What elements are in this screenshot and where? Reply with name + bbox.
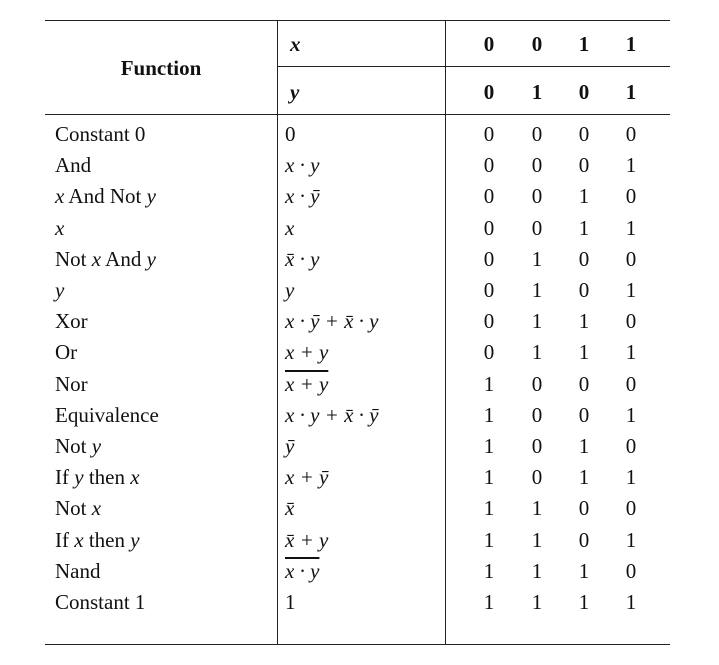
function-name: And — [55, 153, 92, 178]
output-bit: 1 — [531, 496, 543, 521]
header-y-bit: 0 — [578, 80, 590, 104]
function-name: Constant 0 — [55, 122, 146, 146]
header-y-bit: 1 — [531, 80, 543, 104]
function-name: If x then y — [55, 527, 140, 552]
function-expression: 0 — [285, 122, 296, 146]
truth-table — [45, 20, 670, 645]
output-bit: 0 — [483, 246, 495, 271]
output-bit: 0 — [531, 184, 543, 209]
function-expression: 1 — [285, 590, 296, 614]
function-name: y — [55, 278, 65, 302]
function-expression: x · ȳ + x̄ · y — [285, 309, 379, 334]
output-bit: 1 — [578, 590, 590, 614]
table-row — [45, 244, 670, 274]
header-y-label: y — [290, 80, 300, 104]
output-bit: 1 — [625, 465, 637, 490]
output-bit: 0 — [531, 434, 543, 458]
output-bit: 1 — [625, 153, 637, 178]
header-function: Function — [120, 56, 202, 80]
function-name: Nor — [55, 371, 88, 396]
output-bit: 1 — [531, 309, 543, 334]
function-expression: x — [285, 215, 295, 240]
header-x-bit: 0 — [531, 32, 543, 56]
output-bit: 1 — [578, 465, 590, 490]
output-bit: 1 — [625, 340, 637, 365]
output-bit: 0 — [625, 246, 637, 271]
table-row — [45, 493, 670, 523]
output-bit: 0 — [625, 434, 637, 458]
function-name: Or — [55, 340, 78, 365]
output-bit: 0 — [625, 184, 637, 209]
output-bit: 0 — [578, 246, 590, 271]
function-name: Equivalence — [55, 402, 159, 427]
function-expression: x + y — [285, 371, 329, 396]
output-bit: 0 — [578, 402, 590, 427]
table-row — [45, 181, 670, 211]
output-bit: 1 — [625, 278, 637, 302]
function-name: Not y — [55, 434, 102, 458]
table-row — [45, 337, 670, 367]
output-bit: 1 — [531, 278, 543, 302]
output-bit: 0 — [625, 558, 637, 583]
output-bit: 0 — [625, 122, 637, 146]
function-expression: x̄ · y — [285, 246, 320, 271]
output-bit: 0 — [483, 122, 495, 146]
table-row — [45, 525, 670, 555]
function-expression: x̄ — [285, 496, 295, 521]
function-expression: x · y — [285, 558, 320, 583]
function-name: Xor — [55, 309, 88, 334]
output-bit: 1 — [483, 527, 495, 552]
function-expression: x + ȳ — [285, 465, 329, 490]
output-bit: 1 — [531, 527, 543, 552]
table-row — [45, 369, 670, 399]
output-bit: 1 — [625, 402, 637, 427]
output-bit: 0 — [483, 215, 495, 240]
table-row — [45, 462, 670, 492]
output-bit: 1 — [625, 215, 637, 240]
function-name: Not x — [55, 496, 102, 521]
header-x-bit: 1 — [578, 32, 590, 56]
output-bit: 0 — [531, 402, 543, 427]
output-bit: 0 — [483, 340, 495, 365]
output-bit: 1 — [578, 184, 590, 209]
output-bit: 0 — [578, 527, 590, 552]
function-expression: x + y — [285, 340, 329, 365]
output-bit: 0 — [531, 153, 543, 178]
table-row — [45, 275, 670, 305]
output-bit: 1 — [483, 496, 495, 521]
function-name: x And Not y — [55, 184, 156, 209]
output-bit: 1 — [578, 340, 590, 365]
output-bit: 0 — [483, 184, 495, 209]
output-bit: 1 — [578, 434, 590, 458]
output-bit: 0 — [531, 371, 543, 396]
output-bit: 0 — [578, 153, 590, 178]
header-x-label: x — [290, 32, 301, 56]
table-row — [45, 119, 670, 149]
output-bit: 0 — [483, 309, 495, 334]
output-bit: 0 — [578, 496, 590, 521]
output-bit: 1 — [483, 371, 495, 396]
output-bit: 0 — [578, 122, 590, 146]
table-row — [45, 150, 670, 180]
table-row — [45, 400, 670, 430]
output-bit: 0 — [483, 153, 495, 178]
table-row — [45, 587, 670, 617]
output-bit: 0 — [483, 278, 495, 302]
table-row — [45, 213, 670, 243]
output-bit: 1 — [578, 215, 590, 240]
output-bit: 1 — [578, 558, 590, 583]
output-bit: 0 — [578, 371, 590, 396]
function-name: x — [55, 215, 65, 240]
output-bit: 0 — [531, 215, 543, 240]
output-bit: 1 — [483, 558, 495, 583]
function-expression: x · ȳ — [285, 184, 320, 209]
output-bit: 0 — [625, 309, 637, 334]
output-bit: 1 — [483, 465, 495, 490]
table-row — [45, 556, 670, 586]
output-bit: 1 — [531, 246, 543, 271]
header-y-bit: 1 — [625, 80, 637, 104]
output-bit: 1 — [483, 402, 495, 427]
function-expression: x · y + x̄ · ȳ — [285, 402, 379, 427]
output-bit: 1 — [531, 558, 543, 583]
output-bit: 1 — [483, 590, 495, 614]
output-bit: 1 — [625, 590, 637, 614]
table-row — [45, 431, 670, 461]
output-bit: 0 — [625, 371, 637, 396]
function-name: Nand — [55, 558, 101, 583]
header-x-bit: 0 — [483, 32, 495, 56]
output-bit: 1 — [625, 527, 637, 552]
function-expression: x̄ + y — [285, 527, 329, 552]
output-bit: 1 — [578, 309, 590, 334]
table-row — [45, 306, 670, 336]
function-expression: ȳ — [285, 434, 295, 458]
output-bit: 0 — [531, 465, 543, 490]
header-x-bit: 1 — [625, 32, 637, 56]
function-name: If y then x — [55, 465, 140, 490]
header-divider-xy — [277, 66, 670, 67]
output-bit: 1 — [531, 340, 543, 365]
output-bit: 0 — [625, 496, 637, 521]
output-bit: 1 — [531, 590, 543, 614]
function-expression: y — [285, 278, 295, 302]
function-name: Not x And y — [55, 246, 156, 271]
header-y-bit: 0 — [483, 80, 495, 104]
function-expression: x · y — [285, 153, 320, 178]
output-bit: 1 — [483, 434, 495, 458]
output-bit: 0 — [578, 278, 590, 302]
function-name: Constant 1 — [55, 590, 146, 614]
output-bit: 0 — [531, 122, 543, 146]
header-divider — [45, 114, 670, 115]
